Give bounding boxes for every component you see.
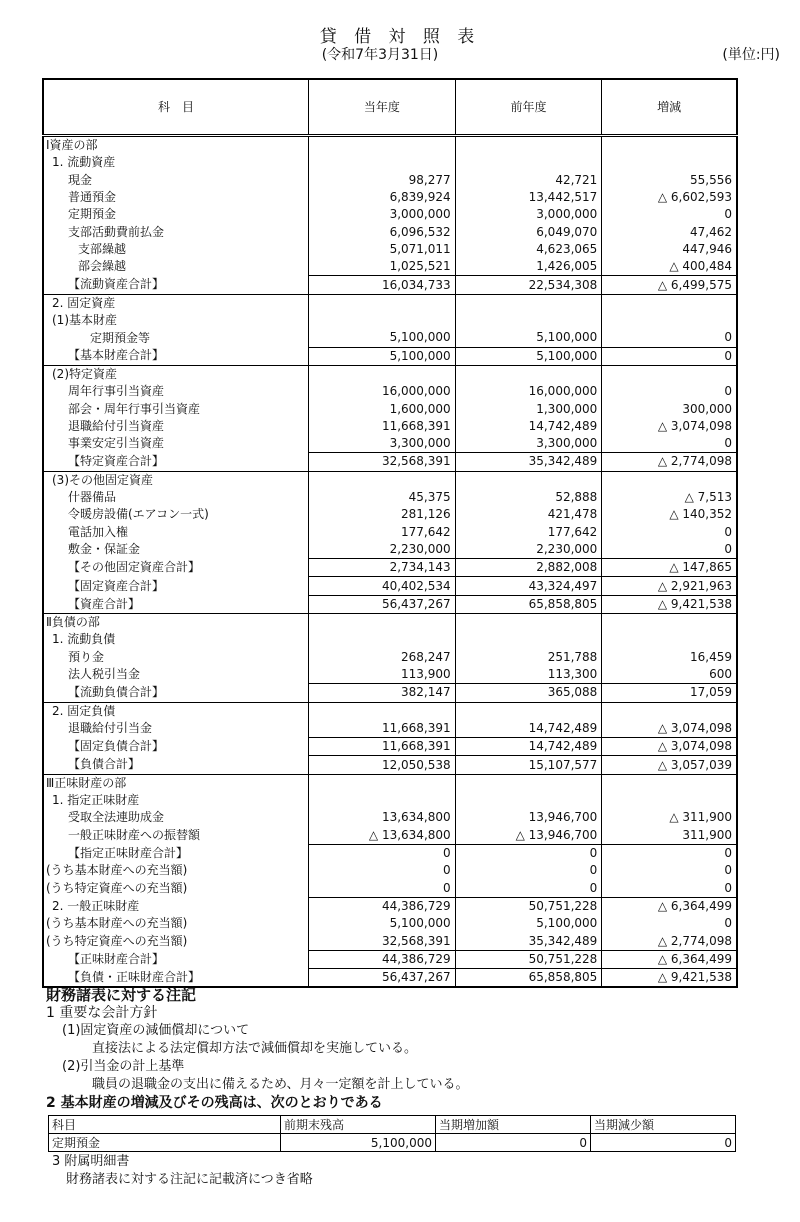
table-row <box>43 702 737 720</box>
basic-assets-account: 定期預金 <box>49 1134 281 1152</box>
change-value: 0 <box>602 206 737 223</box>
previous-year-value: 6,049,070 <box>455 223 602 240</box>
row-label: 【基本財産合計】 <box>68 348 165 363</box>
basic-assets-header-row <box>49 1116 736 1134</box>
change-value: 0 <box>602 383 737 400</box>
basic-assets-row <box>49 1134 736 1152</box>
current-year-value: 5,100,000 <box>309 329 456 347</box>
table-row <box>43 347 737 365</box>
row-label: 【固定負債合計】 <box>68 739 165 754</box>
table-row <box>43 720 737 738</box>
change-value <box>602 774 737 792</box>
change-value: △ 2,921,963 <box>602 577 737 595</box>
current-year-value: 268,247 <box>309 649 456 666</box>
basic-assets-increase: 0 <box>436 1134 591 1152</box>
previous-year-value: 16,000,000 <box>455 383 602 400</box>
current-year-value: 11,668,391 <box>309 418 456 435</box>
current-year-value: 0 <box>309 844 456 862</box>
table-row <box>43 312 737 329</box>
current-year-value: 11,668,391 <box>309 738 456 756</box>
current-year-value: 44,386,729 <box>309 950 456 968</box>
change-value: 17,059 <box>602 684 737 702</box>
current-year-value: 177,642 <box>309 524 456 541</box>
change-value <box>602 631 737 648</box>
change-value: △ 7,513 <box>602 489 737 506</box>
balance-sheet-table <box>42 78 738 988</box>
table-row <box>43 631 737 648</box>
current-year-value <box>309 774 456 792</box>
change-value: △ 6,364,499 <box>602 950 737 968</box>
table-row <box>43 189 737 206</box>
previous-year-value: 14,742,489 <box>455 418 602 435</box>
note-1-2-body: 職員の退職金の支出に備えるため、月々一定額を計上している。 <box>92 1077 469 1092</box>
table-row <box>43 879 737 897</box>
change-value <box>602 154 737 171</box>
previous-year-value: 35,342,489 <box>455 453 602 471</box>
table-row <box>43 950 737 968</box>
change-value <box>602 365 737 383</box>
change-value <box>602 471 737 489</box>
change-value: △ 400,484 <box>602 258 737 276</box>
table-row <box>43 684 737 702</box>
basic-assets-decrease: 0 <box>591 1134 736 1152</box>
row-label: Ⅰ資産の部 <box>43 136 309 155</box>
row-label: (うち基本財産への充当額) <box>46 916 188 931</box>
change-value <box>602 312 737 329</box>
change-value: 0 <box>602 541 737 559</box>
previous-year-value <box>455 294 602 312</box>
change-value: △ 3,074,098 <box>602 720 737 738</box>
change-value: △ 2,774,098 <box>602 453 737 471</box>
row-label: 【固定資産合計】 <box>68 578 165 593</box>
change-value: 0 <box>602 524 737 541</box>
current-year-value: 32,568,391 <box>309 453 456 471</box>
current-year-value: 6,839,924 <box>309 189 456 206</box>
column-header-previous-year: 前年度 <box>455 79 602 136</box>
note-1-1-title: (1)固定資産の減価償却について <box>62 1023 250 1038</box>
table-row <box>43 932 737 950</box>
change-value: 55,556 <box>602 172 737 189</box>
table-row <box>43 294 737 312</box>
change-value: 47,462 <box>602 223 737 240</box>
previous-year-value: 13,946,700 <box>455 809 602 826</box>
change-value <box>602 702 737 720</box>
change-value: 0 <box>602 862 737 879</box>
row-label: 【負債・正味財産合計】 <box>68 969 201 984</box>
current-year-value: 0 <box>309 862 456 879</box>
previous-year-value: 177,642 <box>455 524 602 541</box>
row-label: 退職給付引当金 <box>68 721 153 736</box>
table-row <box>43 383 737 400</box>
change-value: △ 9,421,538 <box>602 968 737 987</box>
previous-year-value: 3,000,000 <box>455 206 602 223</box>
row-label: 受取全法連助成金 <box>68 810 165 825</box>
column-header-current-year: 当年度 <box>309 79 456 136</box>
table-row <box>43 559 737 577</box>
table-row <box>43 435 737 453</box>
change-value: △ 3,074,098 <box>602 418 737 435</box>
table-row <box>43 541 737 559</box>
change-value: △ 3,057,039 <box>602 756 737 774</box>
row-label: 【流動負債合計】 <box>68 685 165 700</box>
notes-heading: 財務諸表に対する注記 <box>46 986 197 1004</box>
change-value: △ 6,602,593 <box>602 189 737 206</box>
row-label: 【特定資産合計】 <box>68 454 165 469</box>
basic-assets-header-increase: 当期増加額 <box>436 1116 591 1134</box>
current-year-value <box>309 471 456 489</box>
document-title: 貸 借 対 照 表 <box>319 27 481 47</box>
current-year-value <box>309 312 456 329</box>
row-label: 支部繰越 <box>78 241 127 256</box>
current-year-value: 13,634,800 <box>309 809 456 826</box>
basic-assets-header-account: 科目 <box>49 1116 281 1134</box>
previous-year-value: 421,478 <box>455 506 602 523</box>
previous-year-value: 113,300 <box>455 666 602 684</box>
change-value: 0 <box>602 844 737 862</box>
row-label: 事業安定引当資産 <box>68 436 165 451</box>
previous-year-value <box>455 774 602 792</box>
change-value <box>602 614 737 632</box>
previous-year-value: 2,230,000 <box>455 541 602 559</box>
table-row <box>43 666 737 684</box>
row-label: 【その他固定資産合計】 <box>68 560 201 575</box>
previous-year-value: 0 <box>455 879 602 897</box>
change-value <box>602 294 737 312</box>
note-section-2: 2 基本財産の増減及びその残高は、次のとおりである <box>46 1095 383 1111</box>
column-header-account: 科 目 <box>43 79 309 136</box>
current-year-value: 11,668,391 <box>309 720 456 738</box>
note-1-2-title: (2)引当金の計上基準 <box>62 1059 185 1074</box>
row-label: (3)その他固定資産 <box>43 471 309 489</box>
change-value: 0 <box>602 329 737 347</box>
table-row <box>43 524 737 541</box>
previous-year-value: 5,100,000 <box>455 915 602 932</box>
table-row <box>43 738 737 756</box>
table-row <box>43 862 737 879</box>
previous-year-value: 50,751,228 <box>455 897 602 915</box>
notes-section <box>46 986 766 1112</box>
row-label: 預り金 <box>68 649 105 664</box>
row-label: 普通預金 <box>68 190 117 205</box>
current-year-value <box>309 792 456 809</box>
table-row <box>43 774 737 792</box>
change-value: △ 9,421,538 <box>602 595 737 613</box>
current-year-value <box>309 631 456 648</box>
column-header-change: 増減 <box>602 79 737 136</box>
table-row <box>43 897 737 915</box>
previous-year-value: 5,100,000 <box>455 329 602 347</box>
table-row <box>43 756 737 774</box>
change-value: △ 6,364,499 <box>602 897 737 915</box>
row-label: 2. 固定負債 <box>43 702 309 720</box>
previous-year-value <box>455 365 602 383</box>
row-label: (2)特定資産 <box>43 365 309 383</box>
table-row <box>43 276 737 294</box>
change-value: 600 <box>602 666 737 684</box>
current-year-value: 98,277 <box>309 172 456 189</box>
table-row <box>43 506 737 523</box>
note-section-3: 3 附属明細書 <box>52 1154 130 1169</box>
previous-year-value: 365,088 <box>455 684 602 702</box>
row-label: (うち特定資産への充当額) <box>46 880 188 895</box>
current-year-value: 5,071,011 <box>309 241 456 258</box>
current-year-value: 0 <box>309 879 456 897</box>
table-row <box>43 329 737 347</box>
previous-year-value <box>455 702 602 720</box>
current-year-value: 40,402,534 <box>309 577 456 595</box>
change-value: 300,000 <box>602 400 737 417</box>
previous-year-value <box>455 631 602 648</box>
change-value <box>602 792 737 809</box>
table-row <box>43 614 737 632</box>
previous-year-value <box>455 312 602 329</box>
current-year-value <box>309 702 456 720</box>
table-row <box>43 827 737 845</box>
row-label: 令暖房設備(エアコン一式) <box>68 507 209 522</box>
previous-year-value: 251,788 <box>455 649 602 666</box>
table-row <box>43 365 737 383</box>
row-label: (うち特定資産への充当額) <box>46 933 188 948</box>
previous-year-value: 65,858,805 <box>455 595 602 613</box>
row-label: 周年行事引当資産 <box>68 384 165 399</box>
previous-year-value: 22,534,308 <box>455 276 602 294</box>
note-3-body: 財務諸表に対する注記に記載済につき省略 <box>66 1172 313 1187</box>
current-year-value: 1,025,521 <box>309 258 456 276</box>
current-year-value: 3,300,000 <box>309 435 456 453</box>
previous-year-value: 65,858,805 <box>455 968 602 987</box>
table-row <box>43 154 737 171</box>
current-year-value <box>309 614 456 632</box>
current-year-value: 16,034,733 <box>309 276 456 294</box>
current-year-value: 45,375 <box>309 489 456 506</box>
change-value: 16,459 <box>602 649 737 666</box>
previous-year-value: 14,742,489 <box>455 720 602 738</box>
current-year-value <box>309 294 456 312</box>
row-label: 定期預金等 <box>90 330 151 345</box>
row-label: Ⅲ正味財産の部 <box>43 774 309 792</box>
current-year-value: 1,600,000 <box>309 400 456 417</box>
row-label: 2. 一般正味財産 <box>52 898 140 913</box>
row-label: 什器備品 <box>68 490 117 505</box>
previous-year-value: 43,324,497 <box>455 577 602 595</box>
current-year-value <box>309 365 456 383</box>
current-year-value: △ 13,634,800 <box>309 827 456 845</box>
previous-year-value <box>455 154 602 171</box>
table-row <box>43 471 737 489</box>
previous-year-value <box>455 136 602 155</box>
change-value: △ 6,499,575 <box>602 276 737 294</box>
current-year-value: 44,386,729 <box>309 897 456 915</box>
previous-year-value: 42,721 <box>455 172 602 189</box>
previous-year-value <box>455 614 602 632</box>
change-value: △ 147,865 <box>602 559 737 577</box>
previous-year-value: 4,623,065 <box>455 241 602 258</box>
previous-year-value: 1,300,000 <box>455 400 602 417</box>
table-row <box>43 915 737 932</box>
table-row <box>43 400 737 417</box>
change-value: 0 <box>602 347 737 365</box>
previous-year-value: 14,742,489 <box>455 738 602 756</box>
change-value: △ 140,352 <box>602 506 737 523</box>
previous-year-value: 0 <box>455 862 602 879</box>
document-date: (令和7年3月31日) <box>321 47 439 63</box>
table-header-row <box>43 79 737 136</box>
table-row <box>43 489 737 506</box>
change-value: 311,900 <box>602 827 737 845</box>
current-year-value: 113,900 <box>309 666 456 684</box>
current-year-value: 3,000,000 <box>309 206 456 223</box>
row-label: 部会・周年行事引当資産 <box>68 401 201 416</box>
note-section-1: 1 重要な会計方針 <box>46 1005 158 1021</box>
basic-assets-table <box>48 1115 736 1152</box>
table-row <box>43 792 737 809</box>
current-year-value: 2,734,143 <box>309 559 456 577</box>
current-year-value: 32,568,391 <box>309 932 456 950</box>
current-year-value: 16,000,000 <box>309 383 456 400</box>
table-row <box>43 968 737 987</box>
table-row <box>43 172 737 189</box>
current-year-value: 56,437,267 <box>309 595 456 613</box>
row-label: 支部活動費前払金 <box>68 224 165 239</box>
row-label: 電話加入権 <box>68 524 129 539</box>
previous-year-value: 13,442,517 <box>455 189 602 206</box>
current-year-value: 2,230,000 <box>309 541 456 559</box>
row-label: 2. 固定資産 <box>43 294 309 312</box>
previous-year-value: 52,888 <box>455 489 602 506</box>
table-row <box>43 418 737 435</box>
previous-year-value: 5,100,000 <box>455 347 602 365</box>
change-value: 0 <box>602 915 737 932</box>
change-value: △ 3,074,098 <box>602 738 737 756</box>
basic-assets-header-opening: 前期末残高 <box>281 1116 436 1134</box>
row-label: 1. 指定正味財産 <box>52 793 140 808</box>
previous-year-value: 1,426,005 <box>455 258 602 276</box>
previous-year-value: 35,342,489 <box>455 932 602 950</box>
table-row <box>43 649 737 666</box>
row-label: 1. 流動負債 <box>52 632 116 647</box>
previous-year-value: 0 <box>455 844 602 862</box>
current-year-value: 5,100,000 <box>309 915 456 932</box>
current-year-value <box>309 154 456 171</box>
row-label: 一般正味財産への振替額 <box>68 827 201 842</box>
table-row <box>43 844 737 862</box>
current-year-value: 56,437,267 <box>309 968 456 987</box>
change-value: 447,946 <box>602 241 737 258</box>
table-row <box>43 258 737 276</box>
row-label: 【負債合計】 <box>68 757 141 772</box>
basic-assets-opening: 5,100,000 <box>281 1134 436 1152</box>
row-label: 【流動資産合計】 <box>68 277 165 292</box>
row-label: 1. 流動資産 <box>52 155 116 170</box>
change-value: 0 <box>602 879 737 897</box>
table-row <box>43 206 737 223</box>
current-year-value: 6,096,532 <box>309 223 456 240</box>
current-year-value: 12,050,538 <box>309 756 456 774</box>
row-label: 【正味財産合計】 <box>68 951 165 966</box>
row-label: 【指定正味財産合計】 <box>68 845 189 860</box>
previous-year-value: 2,882,008 <box>455 559 602 577</box>
table-row <box>43 241 737 258</box>
previous-year-value: 3,300,000 <box>455 435 602 453</box>
row-label: (1)基本財産 <box>52 313 117 328</box>
change-value: 0 <box>602 435 737 453</box>
change-value: △ 311,900 <box>602 809 737 826</box>
current-year-value: 382,147 <box>309 684 456 702</box>
previous-year-value: △ 13,946,700 <box>455 827 602 845</box>
table-row <box>43 136 737 155</box>
change-value: △ 2,774,098 <box>602 932 737 950</box>
current-year-value: 281,126 <box>309 506 456 523</box>
basic-assets-header-decrease: 当期減少額 <box>591 1116 736 1134</box>
row-label: (うち基本財産への充当額) <box>46 863 188 878</box>
previous-year-value <box>455 792 602 809</box>
previous-year-value: 50,751,228 <box>455 950 602 968</box>
row-label: 【資産合計】 <box>68 596 141 611</box>
change-value <box>602 136 737 155</box>
row-label: 定期預金 <box>68 207 117 222</box>
table-row <box>43 453 737 471</box>
footer-notes <box>52 1153 313 1189</box>
row-label: 敷金・保証金 <box>68 542 141 557</box>
row-label: 現金 <box>68 172 93 187</box>
row-label: 部会繰越 <box>78 259 127 274</box>
row-label: Ⅱ負債の部 <box>43 614 309 632</box>
table-row <box>43 577 737 595</box>
current-year-value <box>309 136 456 155</box>
row-label: 法人税引当金 <box>68 667 141 682</box>
unit-label: (単位:円) <box>722 47 780 63</box>
table-row <box>43 595 737 613</box>
current-year-value: 5,100,000 <box>309 347 456 365</box>
note-1-1-body: 直接法による法定償却方法で減価償却を実施している。 <box>92 1041 418 1056</box>
previous-year-value <box>455 471 602 489</box>
table-row <box>43 223 737 240</box>
row-label: 退職給付引当資産 <box>68 418 165 433</box>
previous-year-value: 15,107,577 <box>455 756 602 774</box>
table-row <box>43 809 737 826</box>
